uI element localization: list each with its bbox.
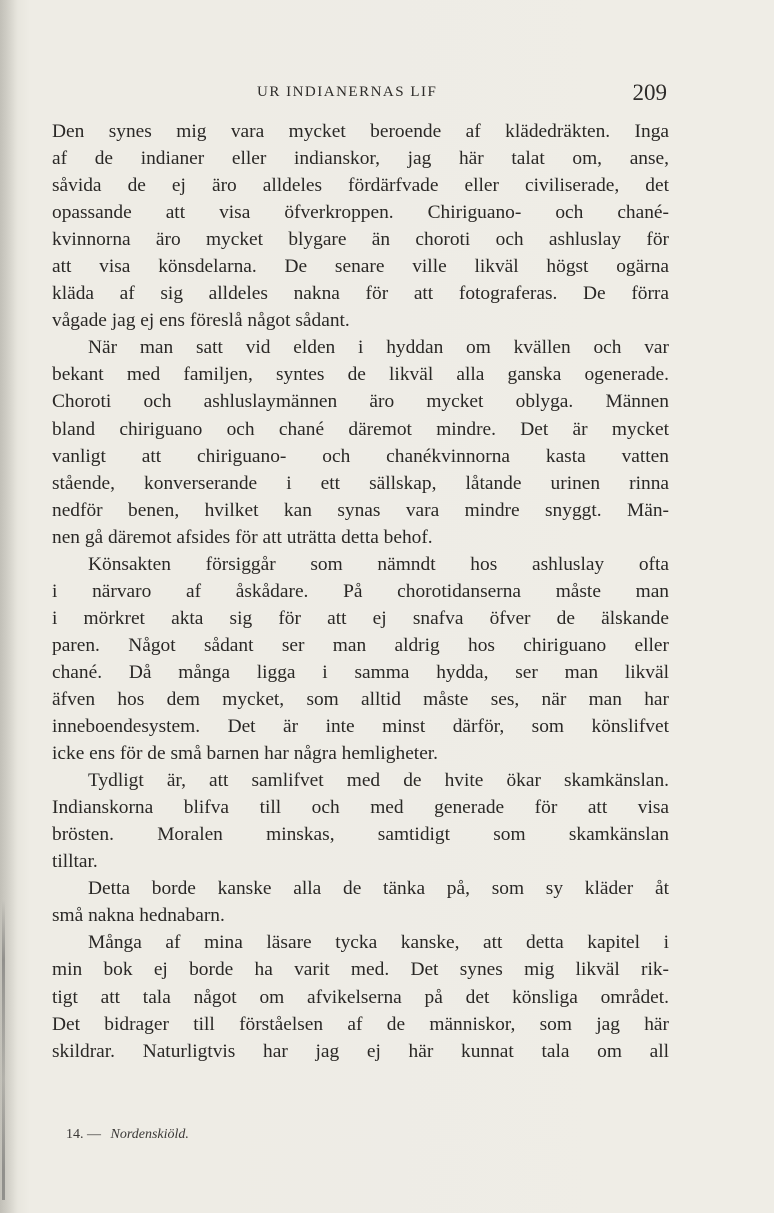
text-line: chané. Då många ligga i samma hydda, ser man likväl (52, 661, 669, 683)
text-line: nen gå däremot afsides för att uträtta detta behof. (52, 526, 433, 548)
text-line: paren. Något sådant ser man aldrig hos chiriguano eller (52, 634, 669, 656)
text-line: icke ens för de små barnen har några hemligheter. (52, 743, 439, 765)
text-line: skildrar. Naturligtvis har jag ej här kunnat tala om all (52, 1040, 669, 1062)
text-line: i närvaro af åskådare. På chorotidanserna måste man (52, 580, 669, 602)
text-line: äfven hos dem mycket, som alltid måste ses, när man har (52, 688, 669, 710)
text-line: bland chiriguano och chané däremot mindre. Det är mycket (52, 418, 669, 440)
text-line: små nakna hednabarn. (52, 905, 225, 927)
text-line: bekant med familjen, syntes de likväl alla ganska ogenerade. (52, 364, 669, 386)
text-line: Indianskorna blifva till och med generade för att visa (52, 797, 669, 819)
text-line: i mörkret akta sig för att ej snafva öfver de älskande (52, 607, 669, 629)
text-line: kvinnorna äro mycket blygare än choroti och ashluslay för (52, 229, 669, 251)
text-line: såvida de ej äro alldeles fördärfvade eller civiliserade, det (52, 175, 669, 197)
text-line: tigt att tala något om afvikelserna på det könsliga området. (52, 986, 669, 1008)
text-line: vågade jag ej ens föreslå något sådant. (52, 310, 350, 332)
text-line: af de indianer eller indianskor, jag här talat om, anse, (52, 148, 669, 170)
text-line: inneboendesystem. Det är inte minst därför, som könslifvet (52, 716, 669, 738)
page-header (52, 80, 667, 110)
signature-mark (66, 1127, 189, 1143)
text-line: Tydligt är, att samlifvet med de hvite ökar skamkänslan. (88, 770, 669, 792)
text-line: Den synes mig vara mycket beroende af klädedräkten. Inga (52, 121, 669, 142)
text-line: stående, konverserande i ett sällskap, låtande urinen rinna (52, 472, 669, 494)
page-edge-marks (2, 900, 5, 1200)
text-line: brösten. Moralen minskas, samtidigt som skamkänslan (52, 824, 669, 846)
running-head: UR INDIANERNAS LIF (257, 84, 438, 100)
text-line: vanligt att chiriguano- och chanékvinnorna kasta vatten (52, 445, 669, 467)
text-line: Detta borde kanske alla de tänka på, som sy kläder åt (88, 878, 669, 900)
text-line: att visa könsdelarna. De senare ville likväl högst ogärna (52, 256, 669, 278)
text-line: nedför benen, hvilket kan synas vara mindre snyggt. Män- (52, 499, 669, 521)
signature-number: 14. — (66, 1127, 101, 1142)
text-line: tilltar. (52, 851, 98, 873)
text-line: Könsakten försiggår som nämndt hos ashluslay ofta (88, 553, 669, 575)
text-line: kläda af sig alldeles nakna för att fotograferas. De förra (52, 283, 669, 305)
page-number: 209 (632, 80, 667, 105)
text-line: opassande att visa öfverkroppen. Chiriguano- och chané- (52, 202, 669, 224)
text-line: Det bidrager till förståelsen af de människor, som jag här (52, 1013, 669, 1035)
body-text (52, 118, 669, 1065)
text-line: Många af mina läsare tycka kanske, att detta kapitel i (88, 932, 669, 954)
text-line: Choroti och ashluslaymännen äro mycket oblyga. Männen (52, 391, 669, 413)
text-line: När man satt vid elden i hyddan om kvällen och var (88, 337, 669, 359)
signature-name: Nordenskiöld. (110, 1127, 189, 1142)
text-line: min bok ej borde ha varit med. Det synes mig likväl rik- (52, 959, 669, 981)
